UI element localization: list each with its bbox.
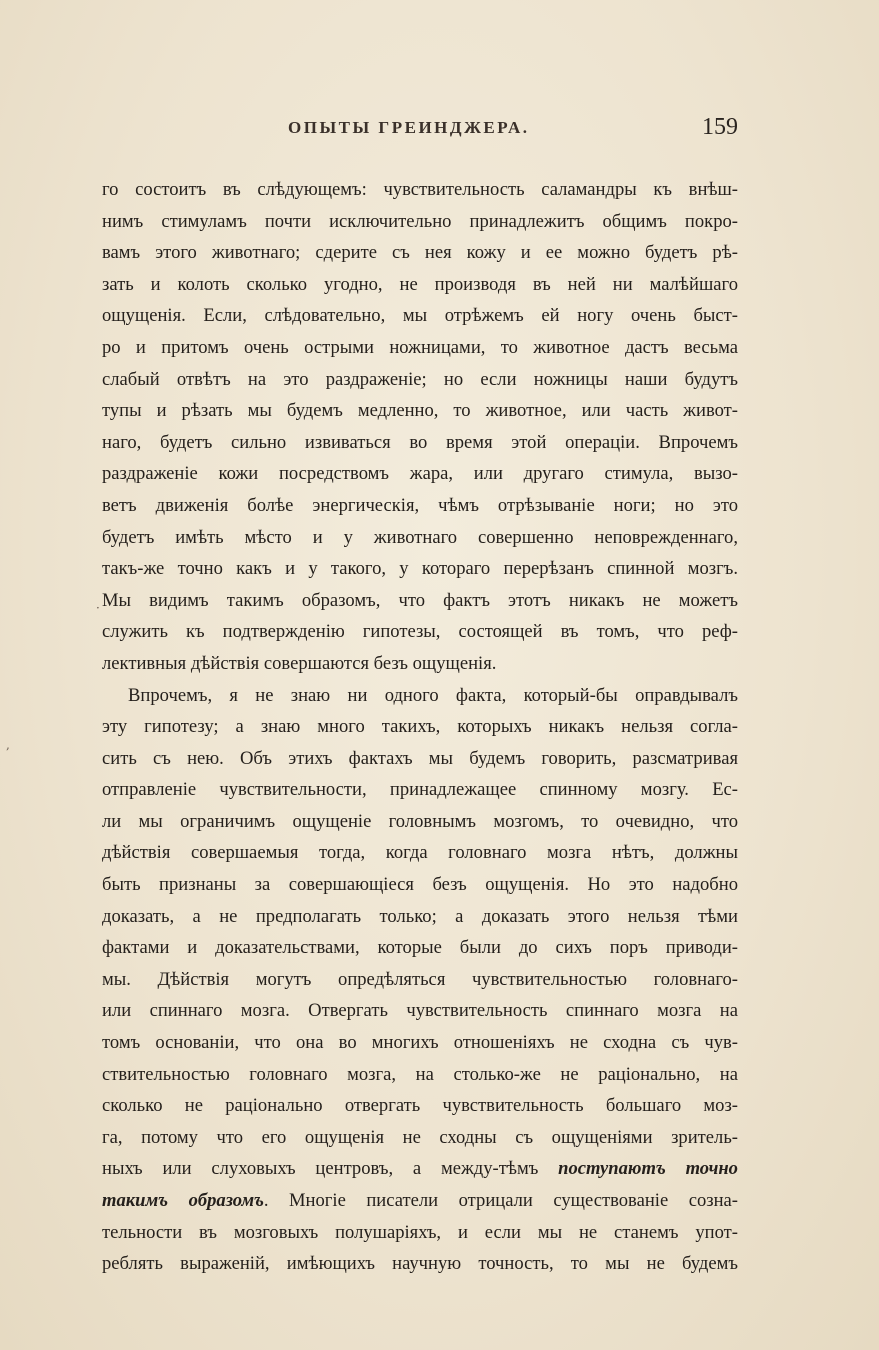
text-line: служить къ подтвержденію гипотезы, состоящей въ томъ, что реф- [102, 621, 738, 643]
body-text [102, 174, 738, 1280]
text-line: го состоитъ въ слѣдующемъ: чувствительность саламандры къ внѣш- [102, 179, 738, 200]
text-line: ро и притомъ очень острыми ножницами, то животное дастъ весьма [102, 336, 738, 358]
italic-emphasis: такимъ образомъ [102, 1190, 264, 1211]
running-head [100, 114, 740, 148]
text-line: быть признаны за совершающіеся безъ ощущенія. Но это надобно [102, 874, 738, 896]
margin-dot: · [96, 601, 100, 615]
text-line: наго, будетъ сильно извиваться во время этой операціи. Впрочемъ [102, 431, 738, 453]
text-line: сить съ нею. Объ этихъ фактахъ мы будемъ говорить, разсматривая [102, 747, 738, 769]
text-line: такъ-же точно какъ и у такого, у котораго перерѣзанъ спинной мозгъ. [102, 558, 738, 580]
page-number: 159 [702, 114, 738, 140]
text-line: доказать, а не предполагать только; а доказать этого нельзя тѣми [102, 905, 738, 927]
italic-emphasis: поступаютъ точно [558, 1158, 738, 1180]
text-line: сколько не раціонально отвергать чувствительность большаго моз- [102, 1095, 738, 1117]
text-line: Мы видимъ такимъ образомъ, что фактъ этотъ никакъ не можетъ [102, 589, 738, 611]
text-line: Впрочемъ, я не знаю ни одного факта, который-бы оправдывалъ [128, 684, 738, 706]
text-segment: ныхъ или слуховыхъ центровъ, а между-тѣмъ [102, 1158, 559, 1180]
text-line: фактами и доказательствами, которые были до сихъ поръ приводи- [102, 937, 738, 959]
text-line: томъ основаніи, что она во многихъ отношеніяхъ не сходна съ чув- [102, 1032, 738, 1054]
running-title: ОПЫТЫ ГРЕИНДЖЕРА. [288, 118, 530, 137]
text-line: эту гипотезу; а знаю много такихъ, которыхъ никакъ нельзя согла- [102, 716, 738, 738]
text-line: раздраженіе кожи посредствомъ жара, или другаго стимула, вызо- [102, 463, 738, 485]
text-line: нимъ стимуламъ почти исключительно принадлежитъ общимъ покро- [102, 210, 738, 232]
text-line: ощущенія. Если, слѣдовательно, мы отрѣжемъ ей ногу очень быст- [102, 305, 738, 327]
text-line: лективныя дѣйствія совершаются безъ ощущенія. [102, 652, 497, 674]
text-line: ветъ движенія болѣе энергическія, чѣмъ отрѣзываніе ноги; но это [102, 494, 738, 516]
text-line: га, потому что его ощущенія не сходны съ ощущеніями зритель- [102, 1126, 738, 1148]
text-line: ствительностью головнаго мозга, на столько-же не раціонально, на [102, 1063, 738, 1085]
text-line [102, 1153, 738, 1185]
text-line: отправленіе чувствительности, принадлежащее спинному мозгу. Ес- [102, 779, 738, 801]
margin-mark: , [6, 738, 10, 752]
text-line: мы. Дѣйствія могутъ опредѣляться чувствительностью головнаго- [102, 968, 738, 990]
text-line: вамъ этого животнаго; сдерите съ нея кожу и ее можно будетъ рѣ- [102, 242, 738, 264]
text-segment: . Многіе писатели отрицали существованіе созна- [263, 1190, 738, 1211]
text-line: тупы и рѣзать мы будемъ медленно, то животное, или часть живот- [102, 400, 738, 422]
text-line [102, 1185, 738, 1217]
text-line: ли мы ограничимъ ощущеніе головнымъ мозгомъ, то очевидно, что [102, 810, 738, 832]
paragraph-2 [102, 680, 738, 1280]
text-line: реблять выраженій, имѣющихъ научную точность, то мы не будемъ [102, 1253, 738, 1275]
text-line: слабый отвѣтъ на это раздраженіе; но если ножницы наши будутъ [102, 368, 738, 390]
paragraph-1 [102, 174, 738, 680]
text-line: или спиннаго мозга. Отвергать чувствительность спиннаго мозга на [102, 1000, 738, 1022]
text-line: будетъ имѣть мѣсто и у животнаго совершенно неповрежденнаго, [102, 526, 738, 548]
text-line: зать и колоть сколько угодно, не производя въ ней ни малѣйшаго [102, 273, 738, 295]
text-line: тельности въ мозговыхъ полушаріяхъ, и если мы не станемъ упот- [102, 1221, 738, 1243]
text-line: дѣйствія совершаемыя тогда, когда головнаго мозга нѣтъ, должны [102, 842, 738, 864]
